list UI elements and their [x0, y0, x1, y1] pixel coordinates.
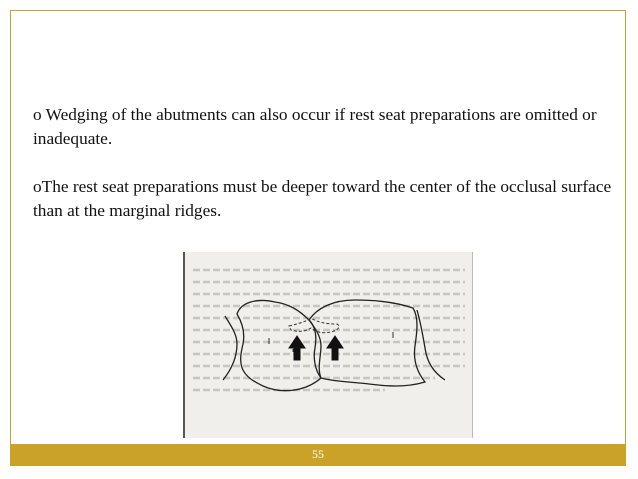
page-number: 55: [312, 447, 324, 461]
left-gingiva: [223, 316, 237, 380]
right-gingiva: [417, 310, 445, 380]
footer-bar: [11, 444, 625, 465]
slide-body: [33, 103, 623, 223]
arrow-left: [289, 336, 305, 360]
rest-seat-diagram: [183, 252, 473, 438]
bullet-wedging: o Wedging of the abutments can also occur if rest seat preparations are omitted or inadequate.: [33, 105, 597, 148]
arrow-right: [327, 336, 343, 360]
bullet-rest-seat-depth: oThe rest seat preparations must be deeper toward the center of the occlusal surface than at the marginal ridges.: [33, 177, 612, 220]
